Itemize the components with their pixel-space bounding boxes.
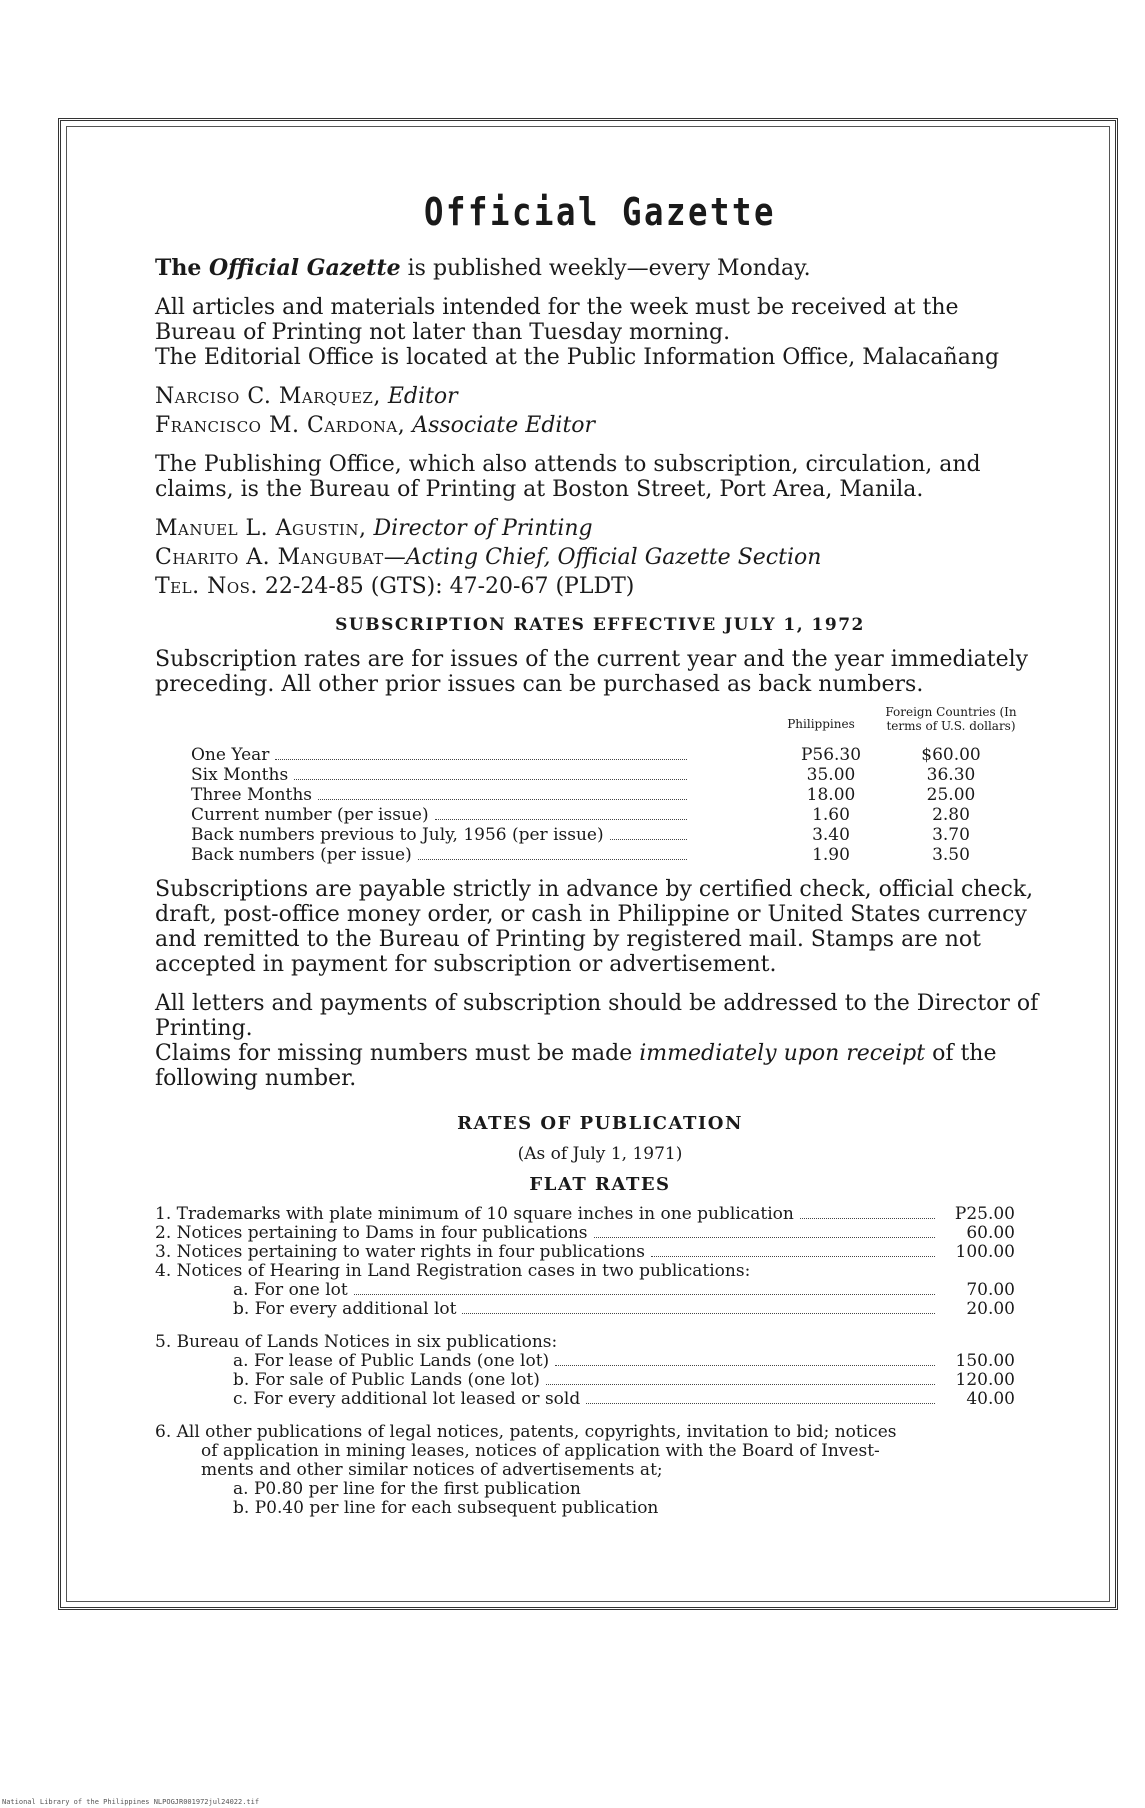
subscription-column-headers [191, 705, 1021, 733]
publishing-office: The Publishing Office, which also attends to subscription, circulation, and claims, is the Bureau of Printing at Boston Street, Port Area, Manila. [155, 452, 981, 502]
acting-chief-line: Charito A. Mangubat—Acting Chief, Official Gazette Section [155, 545, 822, 570]
flat-rates-list [155, 1205, 1015, 1518]
gazette-notice [155, 190, 1045, 1518]
table-row: One Year P56.30 $60.00 [191, 745, 981, 765]
intro-editorial-office: The Editorial Office is located at the Public Information Office, Malacañang [155, 345, 1000, 370]
list-item: 5. Bureau of Lands Notices in six publications: [155, 1332, 558, 1352]
list-item: 3. Notices pertaining to water rights in four publications 100.00 [155, 1242, 1015, 1262]
associate-editor-line: Francisco M. Cardona, Associate Editor [155, 413, 596, 438]
list-item: 6. All other publications of legal notices, patents, copyrights, invitation to bid; notices [155, 1422, 897, 1442]
subscription-heading: SUBSCRIPTION RATES EFFECTIVE JULY 1, 1972 [335, 615, 865, 635]
list-item: b. P0.40 per line for each subsequent publication [233, 1498, 659, 1518]
list-item: 1. Trademarks with plate minimum of 10 square inches in one publication P25.00 [155, 1204, 1015, 1224]
flat-rates-heading: FLAT RATES [529, 1174, 671, 1195]
scan-footer: National Library of the Philippines NLPOGJR001972jul24022.tif [2, 1798, 260, 1806]
intro-publication-schedule: The Official Gazette is published weekly—every Monday. [155, 255, 811, 281]
publication-heading: RATES OF PUBLICATION [457, 1113, 743, 1134]
table-row: Three Months 18.00 25.00 [191, 785, 976, 805]
list-item: b. For sale of Public Lands (one lot) 120.00 [233, 1370, 1015, 1390]
list-item-continuation: ments and other similar notices of advertisements at; [201, 1460, 663, 1480]
page-title: Official Gazette [424, 190, 776, 234]
director-line: Manuel L. Agustin, Director of Printing [155, 516, 593, 541]
list-item: a. P0.80 per line for the first publication [233, 1479, 581, 1499]
col-foreign-countries: Foreign Countries (In terms of U.S. dollars) [885, 705, 1017, 733]
list-item: 4. Notices of Hearing in Land Registration cases in two publications: [155, 1261, 751, 1281]
payment-terms: Subscriptions are payable strictly in advance by certified check, official check, draft, post-office money order, or cash in Philippine or United States currency and remitted to the Bureau of Printing by registered mail. Stamps are not accepted in payment for subscription or advertisement. [155, 877, 1034, 977]
telephone-line: Tel. Nos. 22-24-85 (GTS): 47-20-67 (PLDT) [155, 574, 635, 599]
editor-line: Narciso C. Marquez, Editor [155, 384, 458, 409]
list-item: b. For every additional lot 20.00 [233, 1299, 1015, 1319]
subscription-intro: Subscription rates are for issues of the current year and the year immediately preceding. All other prior issues can be purchased as back numbers. [155, 647, 1029, 697]
col-philippines: Philippines [787, 717, 855, 731]
table-row: Back numbers (per issue) 1.90 3.50 [191, 845, 970, 865]
printing-staff [155, 516, 1045, 599]
intro-deadline: All articles and materials intended for the week must be received at the Bureau of Printing not later than Tuesday morning. [155, 295, 959, 345]
publication-as-of: (As of July 1, 1971) [517, 1144, 683, 1164]
table-row: Six Months 35.00 36.30 [191, 765, 976, 785]
letters-address: All letters and payments of subscription should be addressed to the Director of Printing. [155, 991, 1039, 1041]
table-row: Current number (per issue) 1.60 2.80 [191, 805, 970, 825]
list-item: c. For every additional lot leased or sold 40.00 [233, 1389, 1015, 1409]
editors [155, 384, 1045, 438]
list-item: 2. Notices pertaining to Dams in four publications 60.00 [155, 1223, 1015, 1243]
list-item-continuation: of application in mining leases, notices of application with the Board of Invest- [201, 1441, 880, 1461]
subscription-rates-table [191, 705, 1021, 865]
claims-notice: Claims for missing numbers must be made immediately upon receipt of the following number. [155, 1041, 997, 1091]
list-item: a. For one lot 70.00 [233, 1280, 1015, 1300]
list-item: a. For lease of Public Lands (one lot) 150.00 [233, 1351, 1015, 1371]
table-row: Back numbers previous to July, 1956 (per issue) 3.40 3.70 [191, 825, 970, 845]
